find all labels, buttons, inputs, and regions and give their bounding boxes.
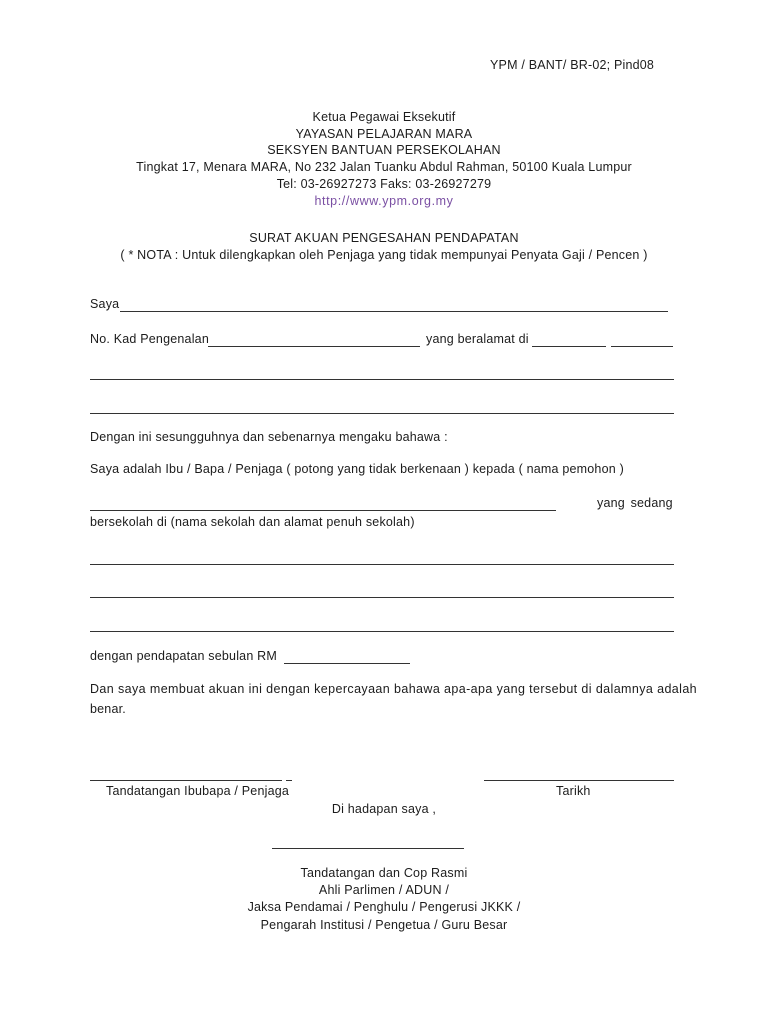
- ic-field-line[interactable]: [208, 346, 420, 347]
- official-signature-line[interactable]: [272, 848, 464, 849]
- saya-label: Saya: [90, 297, 120, 311]
- header-website-link[interactable]: http://www.ypm.org.my: [314, 194, 454, 208]
- applicant-name-line[interactable]: [90, 510, 556, 511]
- school-field-line-2[interactable]: [90, 597, 674, 598]
- parent-signature-line[interactable]: [90, 780, 282, 781]
- ic-label: No. Kad Pengenalan: [90, 332, 209, 346]
- income-field-line[interactable]: [284, 663, 410, 664]
- document-note: ( * NOTA : Untuk dilengkapkan oleh Penjaga yang tidak mempunyai Penyata Gaji / Pencen ): [120, 248, 648, 262]
- name-field-line[interactable]: [120, 311, 668, 312]
- school-label: bersekolah di (nama sekolah dan alamat penuh sekolah): [90, 515, 415, 529]
- school-field-line-1[interactable]: [90, 564, 674, 565]
- relation-text: Saya adalah Ibu / Bapa / Penjaga ( potong yang tidak berkenaan ) kepada ( nama pemohon ): [90, 462, 624, 476]
- document-reference: YPM / BANT/ BR-02; Pind08: [490, 58, 655, 72]
- official-title-2: Jaksa Pendamai / Penghulu / Pengerusi JKKK /: [247, 900, 521, 914]
- header-section: SEKSYEN BANTUAN PERSEKOLAHAN: [267, 143, 501, 157]
- header-contact: Tel: 03-26927273 Faks: 03-26927279: [276, 177, 492, 191]
- income-label: dengan pendapatan sebulan RM: [90, 649, 277, 663]
- official-signature-label: Tandatangan dan Cop Rasmi: [300, 866, 468, 880]
- statement-text: Dan saya membuat akuan ini dengan kepercayaan bahawa apa-apa yang tersebut di dalamnya adalah: [90, 682, 698, 696]
- school-field-line-3[interactable]: [90, 631, 674, 632]
- yang-sedang-text: yang sedang: [597, 496, 673, 510]
- date-line[interactable]: [484, 780, 674, 781]
- document-title: SURAT AKUAN PENGESAHAN PENDAPATAN: [249, 231, 519, 245]
- address-label: yang beralamat di: [426, 332, 529, 346]
- address-field-line-2[interactable]: [90, 379, 674, 380]
- parent-signature-label: Tandatangan Ibubapa / Penjaga: [106, 784, 290, 798]
- official-title-1: Ahli Parlimen / ADUN /: [318, 883, 450, 897]
- address-field-line-1a[interactable]: [532, 346, 606, 347]
- statement-end-text: benar.: [90, 702, 126, 716]
- before-me-text: Di hadapan saya ,: [331, 802, 437, 816]
- official-title-3: Pengarah Institusi / Pengetua / Guru Besar: [260, 918, 508, 932]
- header-organization: YAYASAN PELAJARAN MARA: [295, 127, 473, 141]
- header-address: Tingkat 17, Menara MARA, No 232 Jalan Tuanku Abdul Rahman, 50100 Kuala Lumpur: [136, 160, 632, 174]
- address-field-line-1b[interactable]: [611, 346, 673, 347]
- header-officer-title: Ketua Pegawai Eksekutif: [312, 110, 456, 124]
- parent-signature-line-tail: [286, 780, 292, 781]
- address-field-line-3[interactable]: [90, 413, 674, 414]
- declaration-text: Dengan ini sesungguhnya dan sebenarnya mengaku bahawa :: [90, 430, 448, 444]
- date-label: Tarikh: [556, 784, 591, 798]
